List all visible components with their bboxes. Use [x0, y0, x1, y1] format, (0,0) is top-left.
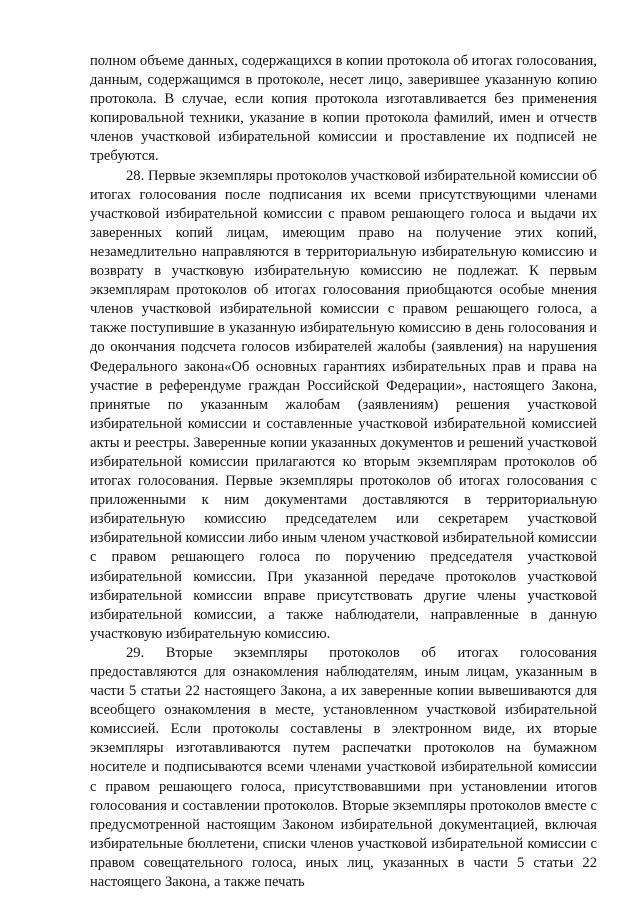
- paragraph-29: 29. Вторые экземпляры протоколов об итогах голосования предоставляются для ознакомления наблюдателям, иным лицам, указанным в части 5 статьи 22 настоящего Закона, а их заверенные копии вывешиваются для всеобщего ознакомления в месте, установленном участковой избирательной комиссией. Если протоколы составлены в электронном виде, их вторые экземпляры изготавливаются путем распечатки протоколов на бумажном носителе и подписываются всеми членами участковой избирательной комиссии с правом решающего голоса, присутствовавшими при установлении итогов голосования и составлении протоколов. Вторые экземпляры протоколов вместе с предусмотренной настоящим Законом избирательной документацией, включая избирательные бюллетени, списки членов участковой избирательной комиссии с правом совещательного голоса, иных лиц, указанных в части 5 статьи 22 настоящего Закона, а также печать: [90, 644, 597, 891]
- document-page: [90, 52, 597, 892]
- paragraph-continuation: полном объеме данных, содержащихся в копии протокола об итогах голосования, данным, содержащимся в протоколе, несет лицо, заверившее указанную копию протокола. В случае, если копия протокола изготавливается без применения копировальной техники, указание в копии протокола фамилий, имен и отчеств членов участковой избирательной комиссии и проставление их подписей не требуются.: [90, 53, 597, 165]
- paragraph-28: 28. Первые экземпляры протоколов участковой избирательной комиссии об итогах голосования после подписания их всеми присутствующими членами участковой избирательной комиссии с правом решающего голоса и выдачи их заверенных копий лицам, имеющим право на получение этих копий, незамедлительно направляются в территориальную избирательную комиссию и возврату в участковую избирательную комиссию не подлежат. К первым экземплярам протоколов об итогах голосования приобщаются особые мнения членов участковой избирательной комиссии с правом решающего голоса, а также поступившие в указанную избирательную комиссию в день голосования и до окончания подсчета голосов избирателей жалобы (заявления) на нарушения Федерального закона«Об основных гарантиях избирательных прав и права на участие в референдуме граждан Российской Федерации», настоящего Закона, принятые по указанным жалобам (заявлениям) решения участковой избирательной комиссии и составленные участковой избирательной комиссией акты и реестры. Заверенные копии указанных документов и решений участковой избирательной комиссии прилагаются ко вторым экземплярам протоколов об итогах голосования. Первые экземпляры протоколов об итогах голосования с приложенными к ним документами доставляются в территориальную избирательную комиссию председателем или секретарем участковой избирательной комиссии либо иным членом участковой избирательной комиссии с правом решающего голоса по поручению председателя участковой избирательной комиссии. При указанной передаче протоколов участковой избирательной комиссии вправе присутствовать другие члены участковой избирательной комиссии, а также наблюдатели, направленные в данную участковую избирательную комиссию.: [90, 167, 597, 642]
